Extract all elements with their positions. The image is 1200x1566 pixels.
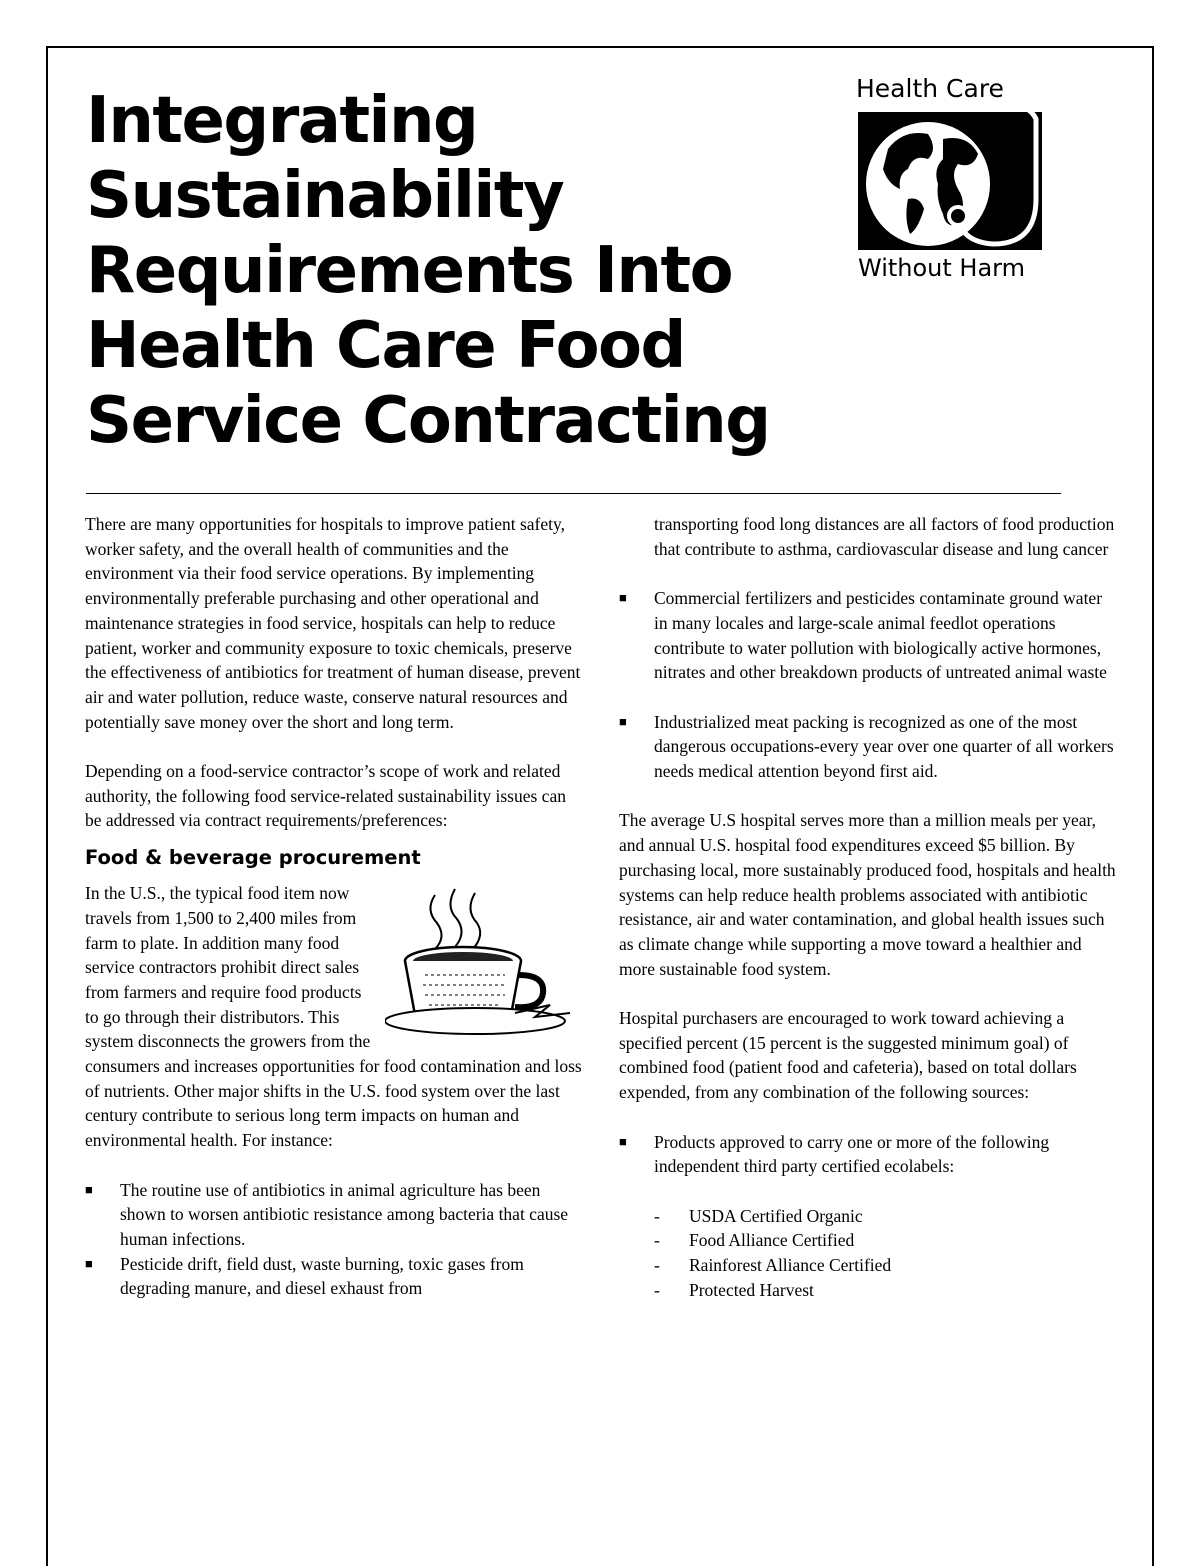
impact-bullet-list [85,1178,585,1302]
food-miles-text: In the U.S., the typical food item now travels from 1,500 to 2,400 miles from farm to plate. In addition many food service contractors prohibit direct sales from farmers and require food products to go through their distributors. This system disconnects the growers from the consumers and increases opportunities for food contamination and loss of nutrients. Other major shifts in the U.S. food system over the last century contribute to serious long term impacts on human and environmental health. For instance: [85,883,582,1151]
continued-bullet-text: transporting food long distances are all factors of food production that contribute to asthma, cardiovascular disease and lung cancer [654,514,1115,559]
list-item: ■ The routine use of antibiotics in animal agriculture has been shown to worsen antibiotic resistance among bacteria that cause human infections. [85,1179,569,1249]
purchasing-goal-paragraph: Hospital purchasers are encouraged to work toward achieving a specified percent (15 percent is the suggested minimum goal) of combined food (patient food and cafeteria), based on total dollars expended, from any combination of the following sources: [619,1008,1077,1103]
scope-paragraph: Depending on a food-service contractor’s scope of work and related authority, the following food service-related sustainability issues can be addressed via contract requirements/preferences: [85,761,566,831]
logo-top-text: Health Care [856,74,1004,103]
list-item: - Food Alliance Certified [654,1230,855,1251]
hospital-meals-paragraph: The average U.S hospital serves more than a million meals per year, and annual U.S. hospital food expenditures exceed $5 billion. By purchasing local, more sustainably produced food, hospitals and health systems can help reduce health problems associated with antibiotic resistance, air and water contamination, and global health issues such as climate change while supporting a move toward a healthier and more sustainable food system. [619,810,1116,979]
list-item: ■ Commercial fertilizers and pesticides contaminate ground water in many locales and large-scale animal feedlot operations contribute to water pollution with biologically active hormones, nitrates and other breakdown products of untreated animal waste [619,588,1107,683]
list-item: - USDA Certified Organic [654,1205,863,1226]
logo-bottom-text: Without Harm [858,254,1026,282]
list-item: - Protected Harvest [654,1279,814,1300]
food-miles-paragraph [85,881,585,1153]
title-divider [86,493,1061,494]
section-heading: Food & beverage procurement [85,846,421,870]
coffee-cup-icon [385,885,585,1039]
impact-bullet-list-continued [619,586,1119,784]
left-column [85,512,585,1301]
intro-paragraph: There are many opportunities for hospitals to improve patient safety, worker safety, and the overall health of communities and the environment via their food service operations. By implementing environmentally preferable purchasing and other operational and maintenance strategies in food service, hospitals can help to reduce patient, worker and community exposure to toxic chemicals, preserve the effectiveness of antibiotics for treatment of human disease, prevent air and water pollution, reduce waste, conserve natural resources and potentially save money over the short and long term. [85,514,581,732]
ecolabel-list [619,1204,1119,1303]
list-item: ■ Products approved to carry one or more of the following independent third party certified ecolabels: [619,1131,1050,1177]
list-item: - Rainforest Alliance Certified [654,1255,892,1275]
list-item: ■ Industrialized meat packing is recognized as one of the most dangerous occupations-every year over one quarter of all workers needs medical attention beyond first aid. [619,711,1114,781]
right-column [619,512,1119,1302]
list-item: ■ Pesticide drift, field dust, waste burning, toxic gases from degrading manure, and diesel exhaust from [85,1253,524,1299]
globe-stethoscope-icon [858,104,1058,254]
document-title: Integrating Sustainability Requirements Into Health Care Food Service Contracting [86,84,770,458]
hcwh-logo [852,74,1062,286]
sources-bullet-list [619,1130,1119,1179]
